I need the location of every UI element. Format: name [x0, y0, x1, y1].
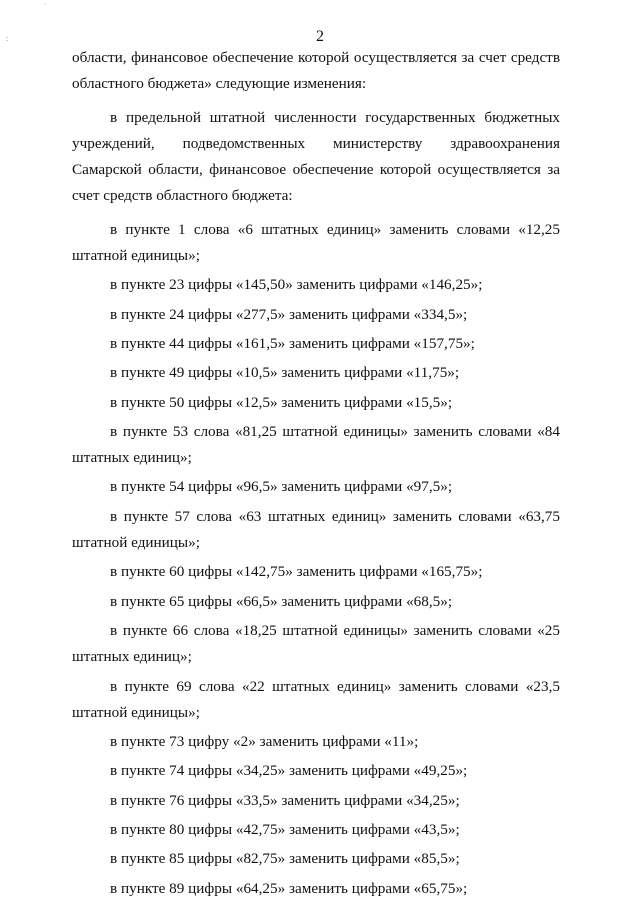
amendment-item-44: в пункте 44 цифры «161,5» заменить цифрами «157,75»; [110, 334, 475, 352]
amendment-item-1: в пункте 1 слова «6 штатных единиц» заменить словами «12,25 штатной единицы»; [72, 220, 560, 265]
amendment-item-85: в пункте 85 цифры «82,75» заменить цифрами «85,5»; [110, 850, 460, 868]
amendment-item-74: в пункте 74 цифры «34,25» заменить цифрами «49,25»; [110, 762, 468, 780]
amendment-item-76: в пункте 76 цифры «33,5» заменить цифрами «34,25»; [110, 791, 460, 809]
paragraph-intro-continuation: области, финансовое обеспечение которой осуществляется за счет средств областного бюджета» следующие изменения: [72, 49, 560, 93]
amendment-item-50: в пункте 50 цифры «12,5» заменить цифрами «15,5»; [110, 393, 453, 411]
amendment-item-54: в пункте 54 цифры «96,5» заменить цифрами «97,5»; [110, 478, 453, 496]
scan-speck: ˙ [44, 2, 47, 11]
scan-speck: : [6, 34, 9, 43]
amendment-item-57: в пункте 57 слова «63 штатных единиц» заменить словами «63,75 штатной единицы»; [72, 507, 560, 552]
amendment-item-49: в пункте 49 цифры «10,5» заменить цифрами «11,75»; [110, 364, 460, 382]
amendment-item-65: в пункте 65 цифры «66,5» заменить цифрами «68,5»; [110, 592, 453, 610]
amendment-item-66: в пункте 66 слова «18,25 штатной единицы» заменить словами «25 штатных единиц»; [72, 621, 560, 666]
document-body [72, 45, 560, 902]
amendment-item-23: в пункте 23 цифры «145,50» заменить цифрами «146,25»; [110, 276, 483, 294]
amendment-item-69: в пункте 69 слова «22 штатных единиц» заменить словами «23,5 штатной единицы»; [72, 677, 560, 721]
amendment-item-89: в пункте 89 цифры «64,25» заменить цифрами «65,75»; [110, 879, 468, 897]
amendment-item-53: в пункте 53 слова «81,25 штатной единицы» заменить словами «84 штатных единиц»; [72, 422, 560, 467]
amendment-item-60: в пункте 60 цифры «142,75» заменить цифрами «165,75»; [110, 563, 483, 581]
amendment-item-73: в пункте 73 цифру «2» заменить цифрами «11»; [110, 733, 419, 751]
page-number: 2 [316, 28, 324, 45]
amendment-item-24: в пункте 24 цифры «277,5» заменить цифрами «334,5»; [110, 305, 468, 323]
amendment-item-80: в пункте 80 цифры «42,75» заменить цифрами «43,5»; [110, 821, 460, 839]
paragraph-staff-limit: в предельной штатной численности государственных бюджетных учреждений, подведомственных министерству здравоохранения Самарской области, финансовое обеспечение которой осуществляется за счет средств областного бюджета: [72, 108, 560, 205]
